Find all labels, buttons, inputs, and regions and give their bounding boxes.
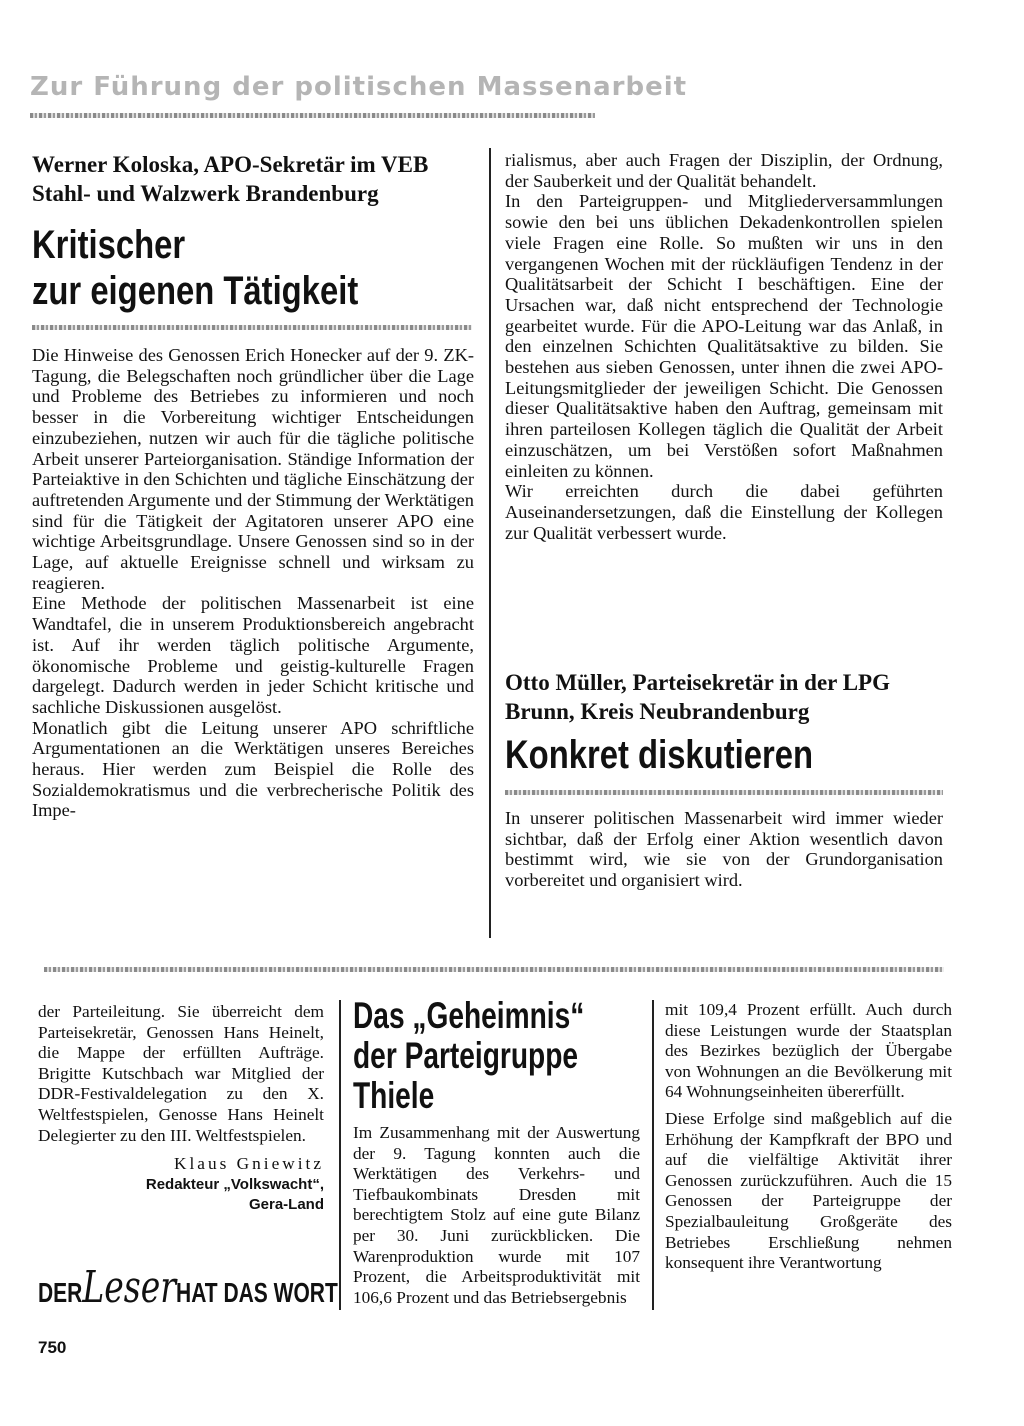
article1-paragraph: Monatlich gibt die Leitung unserer APO schriftliche Argumentationen an die Werktätigen unseres Bereiches heraus. Hier werden zum Beispiel die Rolle des Sozialdemokratismus und die verbrecherische Politik des Impe- bbox=[32, 717, 474, 821]
section-title-rule bbox=[30, 113, 595, 118]
article1-headline-line2: zur eigenen Tätigkeit bbox=[32, 269, 359, 313]
column-divider bbox=[339, 1000, 341, 1310]
article3-headline bbox=[353, 996, 584, 1116]
article1-headline-line1: Kritischer bbox=[32, 223, 186, 267]
rubric-logo bbox=[38, 1262, 338, 1313]
article3-column1 bbox=[38, 1002, 324, 1215]
article1-paragraph: Eine Methode der politischen Massenarbeit ist eine Wandtafel, die in unserem Produktionsbereich angebracht ist. Auf ihr werden täglich politische Argumente, ökonomische Probleme und geistig-kulturelle Fragen dargelegt. Dadurch werden in jeder Schicht kritische und sachliche Diskussionen ausgelöst. bbox=[32, 593, 474, 717]
article2-headline: Konkret diskutieren bbox=[505, 733, 814, 777]
section-title: Zur Führung der politischen Massenarbeit bbox=[30, 72, 688, 102]
article3-column2 bbox=[353, 1123, 640, 1308]
article2-author: Otto Müller, Parteisekretär in der LPG Brunn, Kreis Neubrandenburg bbox=[505, 670, 890, 724]
article2-column bbox=[505, 808, 943, 891]
rubric-part1: DER bbox=[38, 1277, 83, 1308]
article1-column-left bbox=[32, 345, 474, 821]
signature-name: Klaus Gniewitz bbox=[174, 1154, 324, 1174]
article1-column-right bbox=[505, 150, 943, 543]
bottom-section-rule bbox=[44, 967, 944, 972]
article1-headline bbox=[32, 222, 358, 314]
signature-role-line2: Gera-Land bbox=[248, 1195, 324, 1213]
article1-paragraph: Wir erreichten durch die dabei geführten Auseinandersetzungen, daß die Einstellung der Kollegen zur Qualität verbessert wurde. bbox=[505, 481, 943, 543]
rubric-part2: HAT DAS WORT bbox=[176, 1277, 338, 1308]
article3-headline-line1: Das „Geheimnis“ bbox=[353, 995, 585, 1036]
article3-paragraph: der Parteileitung. Sie überreicht dem Parteisekretär, Genossen Hans Heinelt, die Mappe der erfüllten Aufträge. Brigitte Kutschbach war Mitglied der DDR-Festivaldelegation zu den X. Weltfestspielen, Genosse Hans Heinelt Delegierter zu den III. Weltfestspielen. bbox=[38, 1002, 324, 1145]
article1-paragraph: In den Parteigruppen- und Mitgliederversammlungen sowie den bei uns üblichen Dekadenkontrollen spielen viele Fragen eine Rolle. So mußten wir uns in den vergangenen Wochen mit der rückläufigen Tendenz in der Qualitätsarbeit der Schicht I beschäftigen. Eine der Ursachen war, daß nicht entsprechend der Technologie gearbeitet wurde. Für die APO-Leitung war das Anlaß, in den einzelnen Schichten Qualitätsaktive zu bilden. Sie bestehen aus sieben Genossen, unter ihnen die zwei APO-Leitungsmitglieder der jeweiligen Schicht. Die Genossen dieser Qualitätsaktive haben den Auftrag, gemeinsam mit ihren parteilosen Kollegen täglich die Qualität der Arbeit einzuschätzen, um bei Verstößen sofort Maßnahmen einleiten zu können. bbox=[505, 191, 943, 481]
article1-paragraph: rialismus, aber auch Fragen der Disziplin, der Ordnung, der Sauberkeit und der Qualität behandelt. bbox=[505, 150, 943, 191]
page-number: 750 bbox=[38, 1338, 67, 1357]
column-divider bbox=[652, 1000, 654, 1310]
article1-headline-rule bbox=[32, 325, 472, 330]
column-divider bbox=[489, 148, 491, 938]
article3-paragraph: Im Zusammenhang mit der Auswertung der 9. Tagung konnten auch die Werktätigen des Verkehrs- und Tiefbaukombinats Dresden mit berechtigtem Stolz auf eine gute Bilanz per 30. Juni zurückblicken. Die Warenproduktion wurde mit 107 Prozent, die Arbeitsproduktivität mit 106,6 Prozent und das Betriebsergebnis bbox=[353, 1123, 640, 1307]
article3-paragraph: Diese Erfolge sind maßgeblich auf die Erhöhung der Kampfkraft der BPO und auf die vielfältige Aktivität ihrer Genossen zurückzuführen. Auch die 15 Genossen der Parteigruppe der Spezialbauleitung Großgeräte des Betriebes Erschließung nehmen konsequent ihre Verantwortung bbox=[665, 1108, 952, 1273]
article2-paragraph: In unserer politischen Massenarbeit wird immer wieder sichtbar, daß der Erfolg einer Aktion wesentlich davon bestimmt wird, wie sie von der Grundorganisation vorbereitet und organisiert wird. bbox=[505, 808, 943, 891]
article3-headline-line2: der Parteigruppe bbox=[353, 1035, 579, 1076]
article1-author: Werner Koloska, APO-Sekretär im VEB Stahl- und Walzwerk Brandenburg bbox=[32, 152, 429, 206]
rubric-script: Leser bbox=[82, 1262, 177, 1313]
article3-column3 bbox=[665, 1000, 952, 1274]
article3-paragraph: mit 109,4 Prozent erfüllt. Auch durch diese Leistungen wurde der Staatsplan des Bezirkes bezüglich der Übergabe von Wohnungen an die Bevölkerung mit 64 Wohnungseinheiten übererfüllt. bbox=[665, 1000, 952, 1102]
signature-role-line1: Redakteur „Volkswacht“, bbox=[145, 1175, 324, 1193]
article3-headline-line3: Thiele bbox=[353, 1075, 435, 1116]
article2-headline-rule bbox=[505, 790, 943, 795]
article1-paragraph: Die Hinweise des Genossen Erich Honecker auf der 9. ZK-Tagung, die Belegschaften noch gründlicher über die Lage und Probleme des Betriebes zu informieren und noch besser in die Vorbereitung wichtiger Entscheidungen einzubeziehen, nutzen wir auch für die tägliche politische Arbeit unserer Parteiorganisation. Ständige Information der Parteiaktive in den Schichten und tägliche Einschätzung der auftretenden Argumente und der Stimmung der Werktätigen sind für die Tätigkeit der Agitatoren unserer APO eine wichtige Arbeitsgrundlage. Unsere Genossen sind so in der Lage, auf aktuelle Ereignisse schnell und wirksam zu reagieren. bbox=[32, 345, 474, 593]
